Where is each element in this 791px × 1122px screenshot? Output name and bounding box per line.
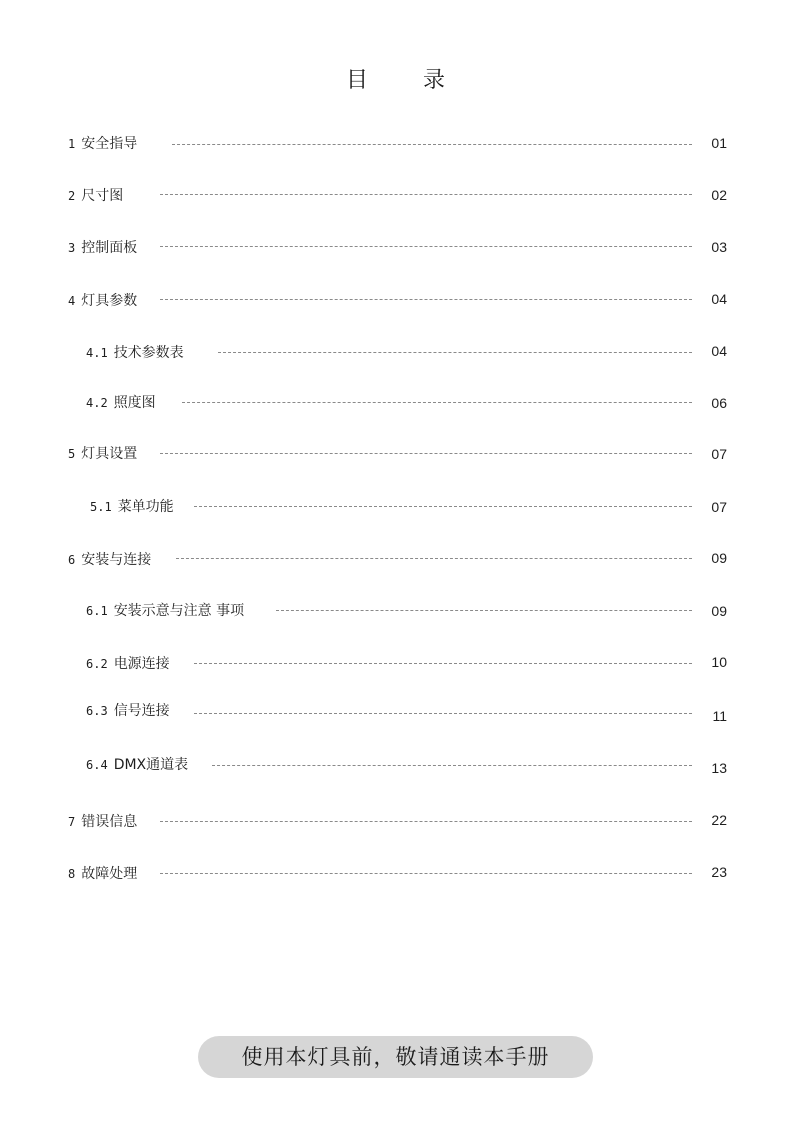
toc-entry-number: 6.1 [86, 604, 108, 618]
toc-entry-text: DMX通道表 [113, 757, 189, 773]
toc-entry-label [86, 342, 184, 364]
toc-entry-2[interactable] [0, 185, 791, 207]
dotted-leader [194, 713, 692, 714]
toc-entry-text: 技术参数表 [113, 345, 184, 361]
toc-entry-label [68, 863, 137, 885]
toc-entry-text: 安全指导 [81, 136, 138, 152]
toc-entry-label [68, 549, 151, 571]
toc-page-number: 01 [711, 135, 727, 151]
dotted-leader [212, 765, 692, 766]
toc-entry-label [90, 496, 174, 518]
toc-page-number: 04 [711, 343, 727, 359]
toc-entry-number: 2 [68, 189, 76, 203]
toc-page-number: 07 [711, 499, 727, 515]
toc-page-number: 10 [711, 654, 727, 670]
dotted-leader [160, 246, 692, 247]
footer-notice-banner: 使用本灯具前，敬请通读本手册 [198, 1036, 593, 1078]
toc-entry-number: 6 [68, 553, 76, 567]
toc-entry-3[interactable] [0, 237, 791, 259]
toc-page-number: 04 [711, 291, 727, 307]
dotted-leader [160, 194, 692, 195]
toc-entry-text: 安装示意与注意 事项 [113, 603, 245, 619]
toc-entry-6[interactable] [0, 549, 791, 571]
toc-entry-label [68, 290, 137, 312]
toc-page-number: 22 [711, 812, 727, 828]
toc-entry-number: 4.1 [86, 346, 108, 360]
toc-page-number: 11 [712, 708, 727, 724]
toc-page-number: 13 [711, 760, 727, 776]
toc-entry-text: 故障处理 [81, 866, 138, 882]
toc-entry-number: 4.2 [86, 396, 108, 410]
toc-entry-label [86, 653, 170, 675]
toc-page-number: 23 [711, 864, 727, 880]
toc-entry-label [68, 811, 137, 833]
toc-entry-number: 1 [68, 137, 76, 151]
toc-entry-text: 菜单功能 [117, 499, 174, 515]
toc-entry-text: 控制面板 [81, 240, 138, 256]
toc-entry-text: 电源连接 [113, 656, 170, 672]
toc-entry-6-1[interactable] [0, 600, 791, 622]
dotted-leader [194, 663, 692, 664]
toc-entry-4-1[interactable] [0, 342, 791, 364]
toc-entry-number: 7 [68, 815, 76, 829]
toc-entry-label [68, 443, 137, 465]
toc-entry-8[interactable] [0, 863, 791, 885]
dotted-leader [182, 402, 692, 403]
dotted-leader [194, 506, 692, 507]
toc-entry-label [86, 700, 170, 722]
dotted-leader [160, 821, 692, 822]
toc-entry-label [86, 754, 188, 776]
toc-entry-number: 6.4 [86, 758, 108, 772]
toc-entry-text: 灯具参数 [81, 293, 138, 309]
toc-entry-label [68, 237, 137, 259]
toc-entry-text: 照度图 [113, 395, 156, 411]
toc-page-number: 09 [711, 550, 727, 566]
toc-entry-label [68, 185, 123, 207]
toc-entry-4-2[interactable] [0, 392, 791, 414]
toc-entry-number: 6.2 [86, 657, 108, 671]
toc-entry-number: 6.3 [86, 704, 108, 718]
toc-entry-text: 尺寸图 [81, 188, 124, 204]
toc-entry-number: 3 [68, 241, 76, 255]
toc-entry-text: 安装与连接 [81, 552, 152, 568]
toc-entry-6-2[interactable] [0, 653, 791, 675]
toc-entry-5-1[interactable] [0, 496, 791, 518]
toc-entry-1[interactable] [0, 133, 791, 155]
toc-entry-text: 灯具设置 [81, 446, 138, 462]
toc-page-number: 03 [711, 239, 727, 255]
dotted-leader [160, 873, 692, 874]
toc-entry-4[interactable] [0, 290, 791, 312]
toc-entry-label [86, 600, 244, 622]
page-title: 目 录 [346, 68, 469, 93]
toc-entry-5[interactable] [0, 443, 791, 465]
dotted-leader [172, 144, 692, 145]
toc-entry-text: 错误信息 [81, 814, 138, 830]
toc-page-number: 02 [711, 187, 727, 203]
toc-page-number: 07 [711, 446, 727, 462]
dotted-leader [160, 299, 692, 300]
toc-page-number: 06 [711, 395, 727, 411]
dotted-leader [276, 610, 692, 611]
toc-entry-number: 5.1 [90, 500, 112, 514]
toc-entry-label [68, 133, 137, 155]
toc-entry-7[interactable] [0, 811, 791, 833]
toc-entry-number: 5 [68, 447, 76, 461]
toc-entry-label [86, 392, 156, 414]
dotted-leader [218, 352, 692, 353]
toc-entry-6-3[interactable] [0, 700, 791, 722]
toc-entry-number: 8 [68, 867, 76, 881]
toc-entry-6-4[interactable] [0, 754, 791, 776]
toc-page-number: 09 [711, 603, 727, 619]
dotted-leader [176, 558, 692, 559]
toc-entry-text: 信号连接 [113, 703, 170, 719]
toc-entry-number: 4 [68, 294, 76, 308]
dotted-leader [160, 453, 692, 454]
